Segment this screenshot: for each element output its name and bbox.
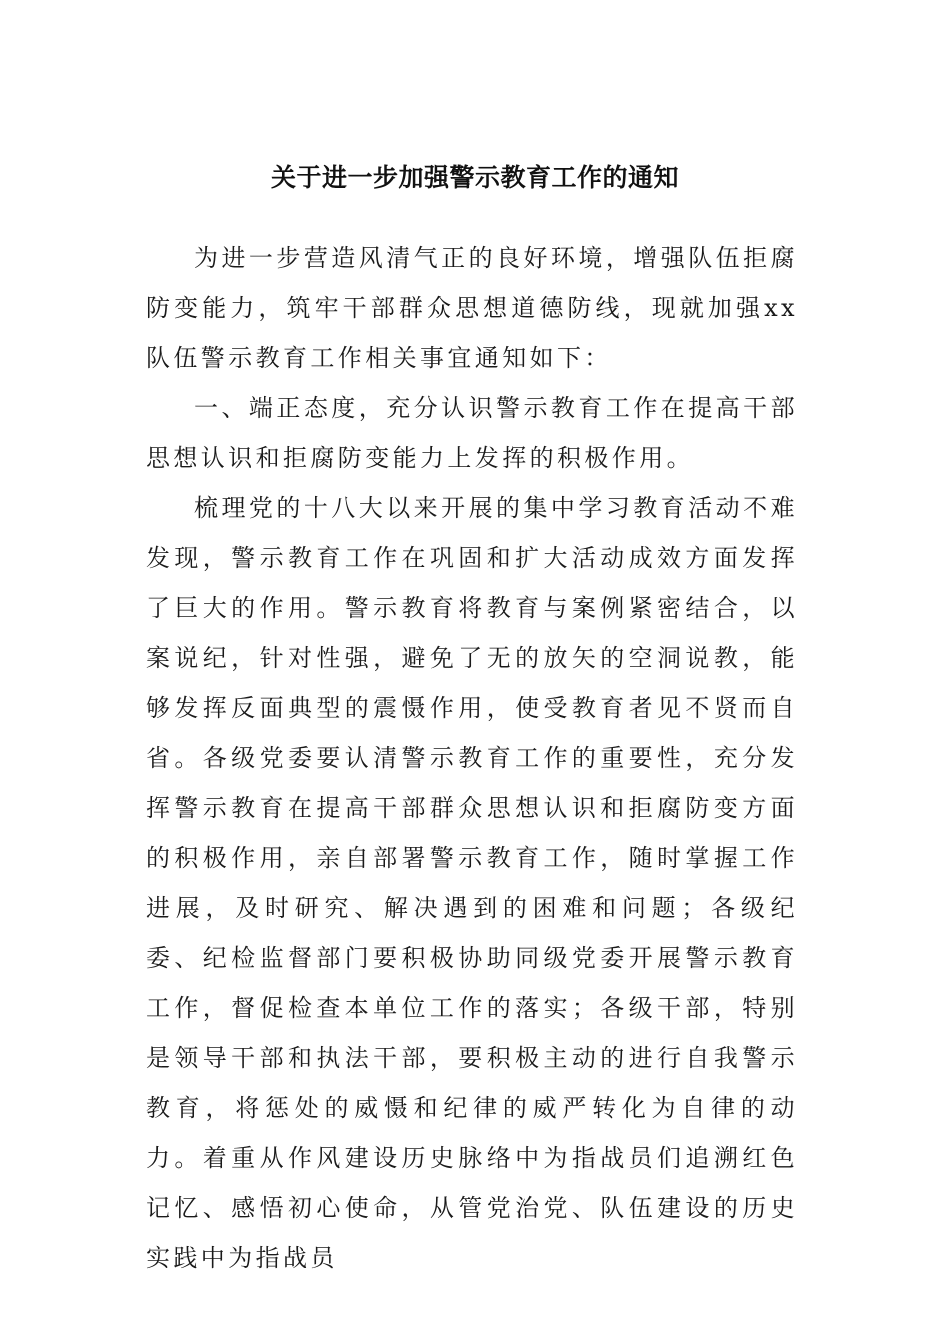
paragraph-section-body: 梳理党的十八大以来开展的集中学习教育活动不难发现，警示教育工作在巩固和扩大活动成效方面发挥了巨大的作用。警示教育将教育与案例紧密结合，以案说纪，针对性强，避免了无的放矢的空洞说教，能够发挥反面典型的震慑作用，使受教育者见不贤而自省。各级党委要认清警示教育工作的重要性，充分发挥警示教育在提高干部群众思想认识和拒腐防变方面的积极作用，亲自部署警示教育工作，随时掌握工作进展，及时研究、解决遇到的困难和问题；各级纪委、纪检监督部门要积极协助同级党委开展警示教育工作，督促检查本单位工作的落实；各级干部，特别是领导干部和执法干部，要积极主动的进行自我警示教育，将惩处的威慑和纪律的威严转化为自律的动力。着重从作风建设历史脉络中为指战员们追溯红色记忆、感悟初心使命，从管党治党、队伍建设的历史实践中为指战员 (146, 494, 798, 1272)
document-body (146, 233, 798, 1283)
paragraph-intro: 为进一步营造风清气正的良好环境，增强队伍拒腐防变能力，筑牢干部群众思想道德防线，现就加强xx队伍警示教育工作相关事宜通知如下： (146, 244, 798, 372)
document-title: 关于进一步加强警示教育工作的通知 (270, 163, 679, 192)
paragraph-section-heading: 一、端正态度，充分认识警示教育工作在提高干部思想认识和拒腐防变能力上发挥的积极作用。 (146, 394, 798, 472)
